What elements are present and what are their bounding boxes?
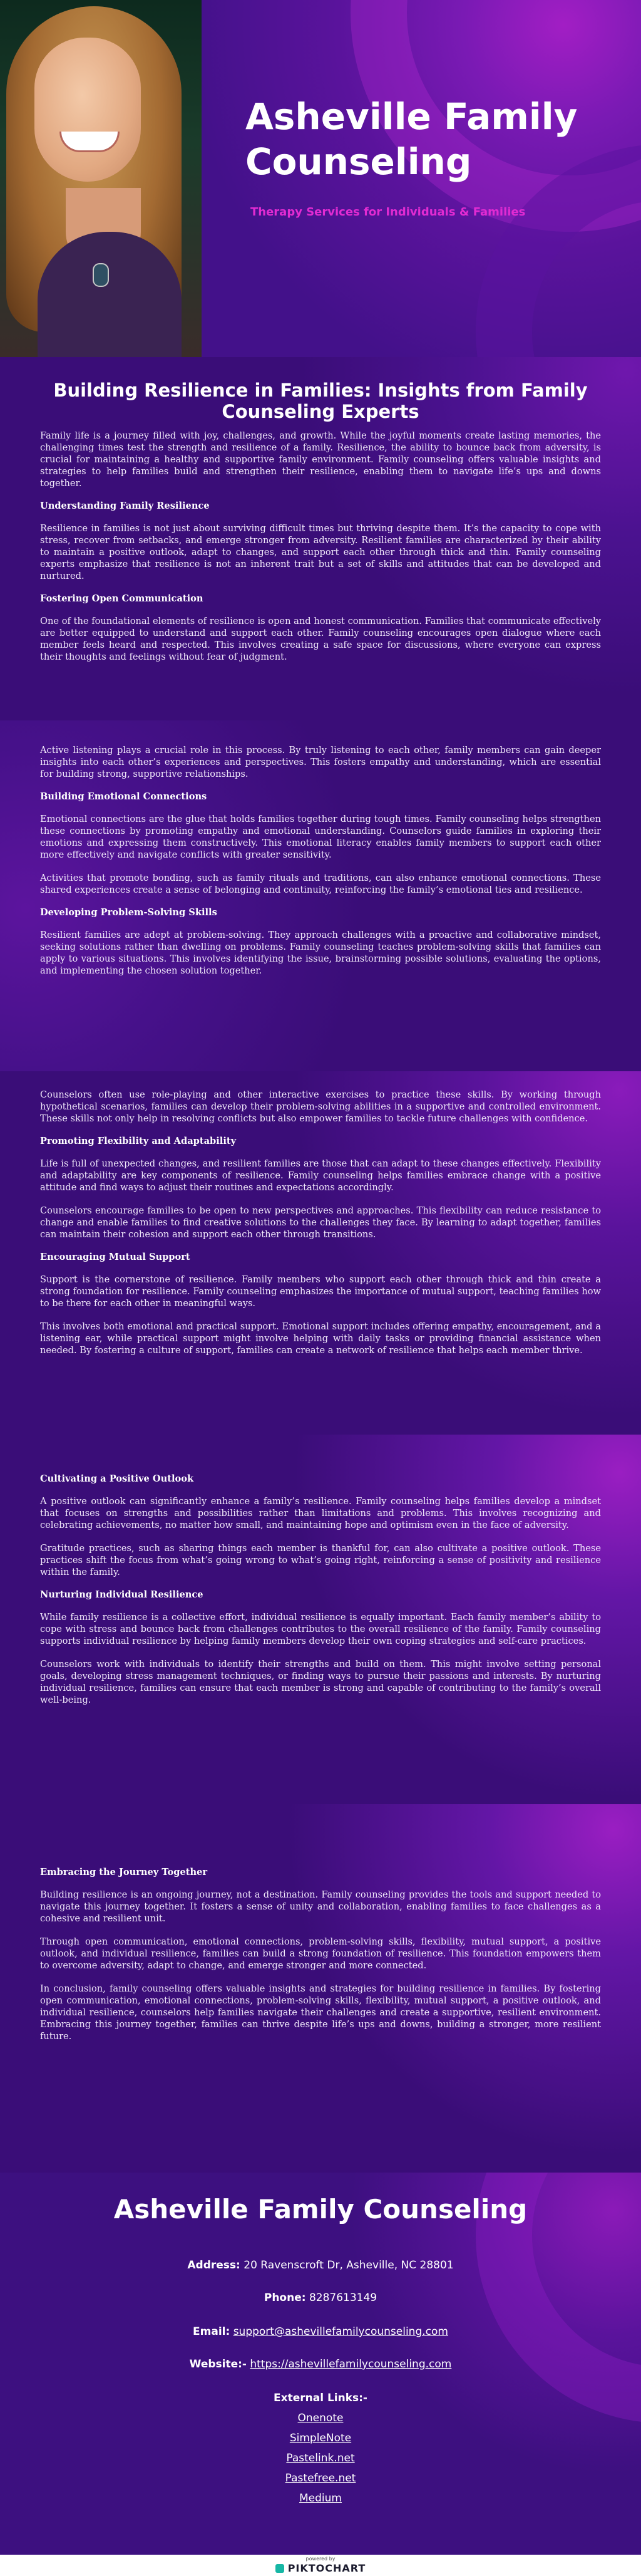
brand-title: Asheville Family Counseling xyxy=(245,95,578,183)
paragraph-positive-1: A positive outlook can significantly enhance a family’s resilience. Family counseling helps families develop a mindset that focuses on strengths and possibilities rather than limitations and problems. This involves recognizing and celebrating achievements, no matter how small, and maintaining hope and optimism even in the face of adversity. xyxy=(40,1496,601,1530)
section-1 xyxy=(0,357,641,720)
address-value: 20 Ravenscroft Dr, Asheville, NC 28801 xyxy=(244,2259,454,2272)
paragraph-individual-2: Counselors work with individuals to identify their strengths and build on them. This might involve setting personal goals, developing stress management techniques, or finding ways to pursue their passions and interests. By nurturing individual resilience, families can ensure that each member is strong and capable of contributing to the family’s overall well-being. xyxy=(40,1659,601,1705)
paragraph-journey-2: Through open communication, emotional connections, problem-solving skills, flexibility, mutual support, a positive outlook, and individual resilience, families can build a strong foundation of resilience. This foundation empowers them to overcome adversity, adapt to change, and emerge stronger and more connected. xyxy=(40,1936,601,1971)
address-line xyxy=(0,2259,641,2272)
piktochart-brand: PIKTOCHART xyxy=(287,2562,366,2574)
heading-individual-resilience: Nurturing Individual Resilience xyxy=(40,1589,203,1600)
paragraph-listening: Active listening plays a crucial role in this process. By truly listening to each other, family members can gain deeper insights into each other’s experiences and perspectives. This fosters empathy and understanding, which are essential for building strong, supportive relationships. xyxy=(40,745,601,779)
heading-open-communication: Fostering Open Communication xyxy=(40,593,203,604)
paragraph-problem-solving: Resilient families are adept at problem-solving. They approach challenges with a proactive and collaborative mindset, seeking solutions rather than dwelling on problems. Family counseling teaches problem-solving skills that families can apply to various situations. This involves identifying the issue, brainstorming possible solutions, evaluating the options, and implementing the chosen solution together. xyxy=(40,930,601,976)
piktochart-logo[interactable] xyxy=(0,2562,641,2574)
heading-positive-outlook: Cultivating a Positive Outlook xyxy=(40,1473,194,1484)
powered-by-bar xyxy=(0,2555,641,2576)
brand-subtitle: Therapy Services for Individuals & Families xyxy=(250,205,526,219)
paragraph-positive-2: Gratitude practices, such as sharing things each member is thankful for, can also cultivate a positive outlook. These practices shift the focus from what’s going wrong to what’s going right, reinforcing a sense of positivity and resilience within the family. xyxy=(40,1543,601,1577)
paragraph-individual-1: While family resilience is a collective effort, individual resilience is equally important. Each family member’s ability to cope with stress and bounce back from challenges contributes to the overall resilience of the family. Family counseling supports individual resilience by helping family members develop their own coping strategies and self-care practices. xyxy=(40,1612,601,1646)
footer-title: Asheville Family Counseling xyxy=(113,2194,528,2225)
website-link[interactable]: https://ashevillefamilycounseling.com xyxy=(250,2358,452,2371)
email-label: Email: xyxy=(193,2325,230,2338)
external-link-medium[interactable]: Medium xyxy=(299,2492,342,2505)
section-5 xyxy=(0,1804,641,2173)
heading-flexibility: Promoting Flexibility and Adaptability xyxy=(40,1136,237,1146)
paragraph-emotional-1: Emotional connections are the glue that holds families together during tough times. Family counseling helps strengthen these connections by promoting empathy and emotional understanding. Counselors guide families in exploring their emotions and expressing them constructively. This emotional literacy enables family members to support each other more effectively and navigate conflicts with greater sensitivity. xyxy=(40,814,601,860)
paragraph-journey-1: Building resilience is an ongoing journey, not a destination. Family counseling provides the tools and support needed to navigate this journey together. It fosters a sense of unity and collaboration, enabling families to face challenges as a cohesive and resilient unit. xyxy=(40,1889,601,1924)
heading-mutual-support: Encouraging Mutual Support xyxy=(40,1252,190,1262)
article-title: Building Resilience in Families: Insights from Family Counseling Experts xyxy=(53,380,588,422)
external-link-pastelink[interactable]: Pastelink.net xyxy=(286,2452,355,2464)
website-label: Website:- xyxy=(189,2358,247,2371)
paragraph-support-1: Support is the cornerstone of resilience. Family members who support each other through thick and thin create a strong foundation for resilience. Family counseling emphasizes the importance of mutual support, teaching families how to be there for each other in meaningful ways. xyxy=(40,1274,601,1309)
paragraph-support-2: This involves both emotional and practical support. Emotional support includes offering empathy, encouragement, and a listening ear, while practical support might involve helping with daily tasks or providing financial assistance when needed. By fostering a culture of support, families can create a network of resilience that helps each member thrive. xyxy=(40,1321,601,1356)
phone-label: Phone: xyxy=(264,2292,306,2304)
paragraph-role-play: Counselors often use role-playing and other interactive exercises to practice these skills. By working through hypothetical scenarios, families can develop their problem-solving abilities in a supportive and controlled environment. These skills not only help in resolving conflicts but also empower families to tackle future challenges with confidence. xyxy=(40,1089,601,1124)
paragraph-flexibility-1: Life is full of unexpected changes, and resilient families are those that can adapt to these changes effectively. Flexibility and adaptability are key components of resilience. Family counseling helps families embrace change with a positive attitude and find ways to adjust their routines and expectations accordingly. xyxy=(40,1158,601,1193)
address-label: Address: xyxy=(187,2259,240,2272)
external-links-title: External Links:- xyxy=(274,2392,367,2404)
phone-value: 8287613149 xyxy=(309,2292,377,2304)
section-3 xyxy=(0,1071,641,1435)
paragraph-emotional-2: Activities that promote bonding, such as family rituals and traditions, can also enhance emotional connections. These shared experiences create a sense of belonging and continuity, reinforcing the family’s emotional ties and resilience. xyxy=(40,873,601,895)
paragraph-open-communication: One of the foundational elements of resilience is open and honest communication. Families that communicate effectively are better equipped to understand and support each other. Family counseling encourages open dialogue where each member feels heard and respected. This involves creating a safe space for discussions, where everyone can express their thoughts and feelings without fear of judgment. xyxy=(40,616,601,662)
header-banner xyxy=(0,0,641,357)
email-link[interactable]: support@ashevillefamilycounseling.com xyxy=(233,2325,448,2338)
intro-paragraph: Family life is a journey filled with joy, challenges, and growth. While the joyful moments create lasting memories, the challenging times test the strength and resilience of a family. Resilience, the ability to bounce back from adversity, is crucial for maintaining a healthy and supportive family environment. Family counseling offers valuable insights and strategies to help families build and strengthen their resilience, enabling them to navigate life’s ups and downs together. xyxy=(40,430,601,489)
paragraph-understanding: Resilience in families is not just about surviving difficult times but thriving despite them. It’s the capacity to cope with stress, recover from setbacks, and emerge stronger from adversity. Resilient families are characterized by their ability to maintain a positive outlook, adapt to changes, and support each other through thick and thin. Family counseling experts emphasize that resilience is not an inherent trait but a set of skills and attitudes that can be developed and nurtured. xyxy=(40,523,601,581)
piktochart-mark-icon xyxy=(275,2564,284,2573)
external-link-pastefree[interactable]: Pastefree.net xyxy=(285,2472,356,2485)
pendant-necklace-icon xyxy=(93,263,109,287)
heading-journey: Embracing the Journey Together xyxy=(40,1867,208,1877)
phone-line xyxy=(0,2292,641,2304)
heading-emotional: Building Emotional Connections xyxy=(40,791,207,802)
email-line xyxy=(0,2325,641,2338)
powered-by-label: powered by xyxy=(305,2556,336,2562)
contact-footer xyxy=(0,2173,641,2555)
website-line xyxy=(0,2358,641,2371)
external-link-onenote[interactable]: Onenote xyxy=(297,2412,344,2424)
external-link-simplenote[interactable]: SimpleNote xyxy=(289,2432,352,2444)
paragraph-conclusion: In conclusion, family counseling offers valuable insights and strategies for building resilience in families. By fostering open communication, emotional connections, problem-solving skills, flexibility, mutual support, a positive outlook, and individual resilience, counselors help families navigate their challenges and create a supportive, resilient environment. Embracing this journey together, families can thrive despite life’s ups and downs, building a stronger, more resilient future. xyxy=(40,1983,601,2042)
section-4 xyxy=(0,1435,641,1804)
counselor-photo xyxy=(0,0,202,357)
paragraph-flexibility-2: Counselors encourage families to be open to new perspectives and approaches. This flexibility can reduce resistance to change and enable families to find creative solutions to the challenges they face. By learning to adapt together, families can maintain their cohesion and support each other through transitions. xyxy=(40,1205,601,1240)
heading-problem-solving: Developing Problem-Solving Skills xyxy=(40,907,217,918)
section-2 xyxy=(0,720,641,1071)
heading-understanding: Understanding Family Resilience xyxy=(40,501,210,511)
